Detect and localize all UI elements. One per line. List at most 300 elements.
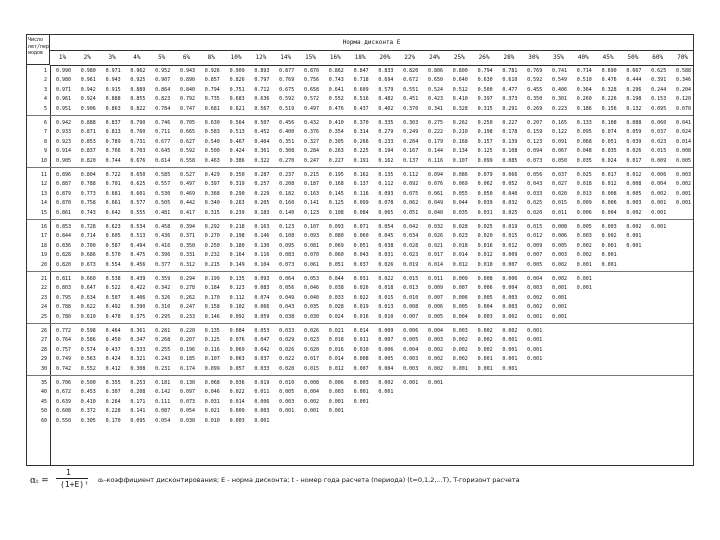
discount-factor-cell: 0.232	[204, 252, 220, 259]
discount-factor-cell: 0.239	[229, 209, 245, 216]
discount-factor-cell: 0.554	[105, 261, 121, 268]
rate-header: 6%	[182, 54, 191, 61]
discount-factor-cell: 0.001	[502, 365, 518, 372]
discount-factor-cell: 0.034	[403, 233, 419, 240]
discount-factor-cell: 0.847	[353, 68, 369, 74]
discount-factor-cell: 0.250	[204, 242, 220, 249]
discount-factor-cell: 0.305	[80, 417, 96, 424]
discount-factor-cell: 0.017	[601, 172, 617, 178]
period-number: 10	[40, 157, 47, 164]
discount-factor-cell: 0.011	[254, 389, 270, 396]
rate-header: 22%	[404, 54, 416, 61]
discount-factor-cell: 0.007	[353, 365, 369, 372]
discount-factor-cell: 0.650	[427, 77, 444, 84]
discount-factor-cell: 0.437	[353, 105, 369, 112]
discount-factor-cell: 0.676	[130, 157, 146, 164]
discount-factor-cell: 0.013	[576, 190, 592, 197]
discount-factor-cell: 0.123	[527, 138, 543, 145]
discount-factor-cell: 0.141	[130, 408, 146, 415]
discount-factor-cell: 0.788	[55, 304, 72, 311]
discount-factor-cell: 0.125	[328, 200, 344, 207]
discount-factor-cell: 0.001	[651, 209, 667, 216]
period-number: 27	[40, 337, 47, 344]
discount-factor-cell: 0.001	[279, 408, 295, 415]
period-number: 29	[40, 356, 47, 363]
discount-factor-cell: 0.477	[502, 86, 518, 93]
discount-factor-cell: 0.104	[254, 261, 270, 268]
discount-factor-cell: 0.001	[551, 313, 568, 320]
discount-factor-cell: 0.001	[502, 337, 518, 344]
discount-factor-cell: 0.001	[527, 337, 543, 344]
discount-factor-cell: 0.060	[651, 120, 667, 126]
table-row	[27, 336, 693, 344]
discount-factor-cell: 0.065	[378, 209, 394, 216]
discount-factor-cell: 0.592	[179, 148, 196, 155]
discount-factor-cell: 0.006	[576, 209, 592, 216]
discount-factor-cell: 0.001	[427, 380, 444, 386]
table-row	[27, 261, 693, 269]
discount-factor-cell: 0.015	[303, 365, 320, 372]
discount-factor-cell: 0.007	[378, 337, 394, 344]
discount-factor-cell: 0.035	[576, 157, 592, 164]
discount-factor-cell: 0.364	[576, 86, 592, 93]
table-row	[27, 128, 693, 136]
table-row	[27, 199, 693, 207]
discount-factor-cell: 0.165	[551, 120, 568, 126]
discount-factor-cell: 0.026	[378, 261, 394, 268]
discount-factor-cell: 0.059	[626, 129, 642, 136]
discount-factor-cell: 0.270	[279, 157, 295, 164]
discount-factor-cell: 0.149	[229, 261, 245, 268]
discount-factor-cell: 0.025	[477, 224, 493, 230]
discount-factor-cell: 0.076	[229, 337, 245, 344]
table-row	[27, 251, 693, 259]
discount-factor-cell: 0.797	[254, 77, 270, 84]
discount-factor-cell: 0.013	[403, 285, 419, 292]
discount-factor-cell: 0.855	[130, 96, 146, 103]
group-divider	[27, 323, 693, 324]
discount-factor-cell: 0.513	[229, 129, 245, 136]
discount-factor-cell: 0.170	[204, 294, 220, 301]
discount-factor-cell: 0.321	[130, 356, 146, 363]
discount-factor-cell: 0.494	[130, 242, 146, 249]
discount-factor-cell: 0.057	[229, 365, 245, 372]
discount-factor-cell: 0.215	[303, 172, 320, 178]
discount-factor-cell: 0.826	[229, 77, 245, 84]
table-row	[27, 294, 693, 302]
table-row	[27, 86, 693, 94]
discount-factor-cell: 0.002	[527, 294, 543, 301]
discount-factor-cell: 0.159	[527, 129, 543, 136]
discount-factor-cell: 0.074	[601, 129, 617, 136]
discount-factor-cell: 0.861	[55, 209, 72, 216]
discount-factor-cell: 0.263	[229, 200, 245, 207]
discount-factor-cell: 0.296	[626, 86, 642, 93]
discount-factor-cell: 0.864	[155, 86, 171, 93]
discount-factor-cell: 0.033	[328, 294, 344, 301]
discount-factor-cell: 0.513	[130, 233, 146, 240]
discount-factor-cell: 0.397	[204, 181, 220, 188]
table-row	[27, 417, 693, 425]
discount-factor-cell: 0.371	[179, 233, 196, 240]
discount-factor-cell: 0.043	[527, 181, 543, 188]
discount-factor-cell: 0.026	[427, 233, 444, 240]
table-row	[27, 365, 693, 373]
period-number: 26	[40, 328, 47, 334]
discount-factor-cell: 0.094	[427, 172, 444, 178]
discount-factor-cell: 0.722	[105, 172, 121, 178]
table-row	[27, 76, 693, 84]
discount-factor-cell: 0.111	[155, 398, 171, 405]
discount-factor-cell: 0.003	[452, 328, 468, 334]
discount-factor-cell: 0.008	[303, 380, 320, 386]
discount-factor-cell: 0.558	[179, 157, 196, 164]
discount-factor-cell: 0.035	[303, 304, 320, 311]
discount-factor-cell: 0.551	[403, 86, 419, 93]
discount-factor-cell: 0.210	[452, 129, 468, 136]
discount-factor-cell: 0.705	[179, 120, 196, 126]
discount-factor-cell: 0.006	[502, 276, 518, 282]
discount-factor-cell: 0.007	[527, 252, 543, 259]
discount-factor-cell: 0.081	[303, 242, 320, 249]
rate-header: 45%	[602, 54, 614, 61]
discount-factor-cell: 0.007	[403, 313, 419, 320]
discount-factor-cell: 0.510	[576, 77, 592, 84]
rate-header: 30%	[528, 54, 540, 61]
discount-factor-cell: 0.003	[254, 408, 270, 415]
discount-factor-cell: 0.093	[303, 233, 320, 240]
discount-factor-cell: 0.205	[254, 200, 270, 207]
discount-factor-cell: 0.372	[80, 408, 96, 415]
period-number: 19	[40, 252, 47, 259]
discount-factor-cell: 0.009	[229, 408, 245, 415]
discount-factor-cell: 0.088	[626, 120, 642, 126]
discount-factor-cell: 0.024	[601, 157, 617, 164]
discount-factor-cell: 0.122	[551, 129, 568, 136]
period-number: 2	[43, 77, 47, 84]
discount-factor-cell: 0.647	[80, 285, 96, 292]
rate-header: 10%	[230, 54, 242, 61]
discount-factor-cell: 0.040	[303, 294, 320, 301]
discount-factor-cell: 0.066	[254, 304, 270, 311]
discount-factor-cell: 0.444	[626, 77, 642, 84]
discount-factor-cell: 0.066	[502, 172, 518, 178]
discount-factor-cell: 0.073	[279, 261, 295, 268]
discount-factor-cell: 0.530	[155, 190, 171, 197]
discount-factor-cell: 0.672	[55, 389, 72, 396]
discount-factor-cell: 0.588	[675, 68, 692, 74]
discount-factor-cell: 0.140	[279, 209, 295, 216]
discount-factor-cell: 0.264	[105, 398, 121, 405]
discount-factor-cell: 0.045	[378, 233, 394, 240]
discount-factor-cell: 0.043	[279, 304, 295, 311]
discount-factor-cell: 0.942	[55, 120, 72, 126]
discount-factor-cell: 0.014	[427, 261, 444, 268]
rate-header: 60%	[652, 54, 664, 61]
period-number: 25	[40, 313, 47, 320]
discount-factor-cell: 0.862	[328, 68, 344, 74]
discount-factor-cell: 0.112	[378, 181, 394, 188]
discount-factor-cell: 0.139	[502, 138, 518, 145]
discount-factor-cell: 0.023	[303, 337, 320, 344]
discount-factor-cell: 0.794	[477, 68, 493, 74]
discount-factor-cell: 0.743	[80, 209, 96, 216]
discount-factor-cell: 0.823	[155, 96, 171, 103]
period-number: 3	[43, 86, 47, 93]
discount-factor-cell: 0.008	[601, 190, 617, 197]
discount-factor-cell: 0.003	[477, 313, 493, 320]
rate-header: 20%	[379, 54, 391, 61]
discount-factor-cell: 0.915	[105, 86, 121, 93]
discount-factor-cell: 0.095	[279, 242, 295, 249]
discount-factor-cell: 0.012	[626, 172, 642, 178]
discount-factor-cell: 0.010	[477, 261, 493, 268]
discount-factor-cell: 0.268	[155, 337, 171, 344]
discount-factor-cell: 0.315	[477, 105, 493, 112]
discount-factor-cell: 0.857	[204, 77, 220, 84]
discount-factor-cell: 0.002	[427, 346, 444, 353]
discount-factor-cell: 0.287	[254, 172, 270, 178]
discount-factor-cell: 0.006	[328, 380, 344, 386]
discount-factor-cell: 0.354	[328, 129, 344, 136]
discount-factor-cell: 0.681	[204, 105, 220, 112]
discount-factor-cell: 0.870	[303, 68, 320, 74]
period-number: 15	[40, 209, 47, 216]
period-number: 22	[40, 285, 47, 292]
discount-factor-cell: 0.464	[105, 328, 121, 334]
discount-factor-cell: 0.507	[105, 294, 121, 301]
discount-factor-cell: 0.871	[80, 129, 96, 136]
discount-factor-cell: 0.625	[130, 181, 146, 188]
discount-factor-cell: 0.014	[353, 328, 369, 334]
rate-header: 24%	[429, 54, 440, 61]
discount-factor-cell: 0.009	[452, 276, 468, 282]
discount-factor-cell: 0.153	[651, 96, 667, 103]
discount-factor-cell: 0.001	[601, 261, 617, 268]
discount-factor-cell: 0.095	[576, 129, 592, 136]
discount-factor-cell: 0.144	[427, 148, 444, 155]
discount-factor-cell: 0.031	[353, 276, 369, 282]
discount-factor-cell: 0.130	[179, 380, 196, 386]
discount-factor-cell: 0.032	[502, 200, 518, 207]
discount-factor-cell: 0.006	[378, 346, 394, 353]
discount-factor-cell: 0.086	[452, 172, 468, 178]
discount-factor-cell: 0.552	[328, 96, 344, 103]
discount-factor-cell: 0.162	[353, 172, 369, 178]
discount-factor-cell: 0.888	[105, 96, 121, 103]
rate-header: 8%	[207, 54, 215, 61]
discount-factor-cell: 0.714	[576, 68, 592, 74]
discount-factor-cell: 0.039	[626, 138, 642, 145]
discount-factor-cell: 0.402	[378, 105, 394, 112]
discount-factor-cell: 0.642	[105, 209, 121, 216]
discount-factor-cell: 0.962	[130, 68, 146, 74]
discount-factor-cell: 0.056	[279, 285, 295, 292]
discount-factor-cell: 0.701	[105, 181, 121, 188]
discount-factor-cell: 0.260	[576, 96, 592, 103]
discount-factor-cell: 0.011	[427, 276, 444, 282]
discount-factor-cell: 0.731	[130, 138, 146, 145]
discount-factor-cell: 0.350	[527, 96, 543, 103]
discount-factor-cell: 0.025	[527, 200, 543, 207]
discount-factor-cell: 0.028	[328, 304, 344, 311]
discount-factor-cell: 0.001	[403, 380, 419, 386]
discount-factor-cell: 0.163	[254, 224, 270, 230]
period-number: 30	[40, 365, 47, 372]
discount-factor-cell: 0.905	[55, 157, 72, 164]
group-divider	[27, 375, 693, 376]
discount-factor-cell: 0.863	[105, 105, 121, 112]
discount-factor-cell: 0.008	[403, 304, 419, 311]
discount-factor-cell: 0.146	[254, 233, 270, 240]
discount-factor-cell: 0.342	[155, 285, 171, 292]
discount-factor-cell: 0.037	[651, 129, 667, 136]
discount-factor-cell: 0.006	[254, 398, 270, 405]
discount-factor-cell: 0.243	[155, 356, 171, 363]
discount-factor-cell: 0.046	[303, 285, 320, 292]
discount-factor-cell: 0.013	[378, 304, 394, 311]
discount-factor-cell: 0.677	[155, 138, 171, 145]
discount-factor-cell: 0.130	[254, 242, 270, 249]
discount-factor-cell: 0.046	[204, 389, 220, 396]
discount-factor-cell: 0.022	[353, 294, 369, 301]
table-row	[27, 232, 693, 240]
period-number: 13	[40, 190, 47, 197]
discount-factor-cell: 0.039	[477, 200, 493, 207]
discount-factor-cell: 0.022	[279, 356, 295, 363]
discount-factor-cell: 0.001	[477, 356, 493, 363]
discount-factor-cell: 0.017	[303, 356, 320, 363]
discount-factor-cell: 0.538	[105, 276, 121, 282]
discount-factor-cell: 0.135	[229, 276, 245, 282]
discount-factor-cell: 0.020	[527, 209, 543, 216]
discount-factor-cell: 0.622	[80, 304, 96, 311]
discount-factor-cell: 0.416	[155, 242, 171, 249]
discount-factor-cell: 0.001	[502, 346, 518, 353]
discount-factor-cell: 0.557	[155, 181, 171, 188]
discount-factor-cell: 0.404	[254, 138, 270, 145]
discount-factor-cell: 0.160	[279, 200, 295, 207]
discount-factor-cell: 0.020	[303, 346, 320, 353]
discount-factor-cell: 0.361	[130, 328, 146, 334]
discount-factor-cell: 0.990	[55, 68, 72, 74]
discount-factor-cell: 0.639	[55, 398, 72, 405]
discount-factor-cell: 0.681	[105, 190, 121, 197]
discount-factor-cell: 0.060	[353, 233, 369, 240]
discount-factor-cell: 0.011	[551, 209, 568, 216]
discount-factor-cell: 0.583	[204, 129, 220, 136]
discount-factor-cell: 0.056	[527, 172, 543, 178]
discount-factor-cell: 0.068	[204, 380, 220, 386]
discount-factor-cell: 0.735	[204, 96, 220, 103]
discount-factor-cell: 0.675	[279, 86, 295, 93]
discount-factor-cell: 0.094	[527, 148, 543, 155]
table-row	[27, 275, 693, 283]
discount-factor-cell: 0.758	[80, 200, 96, 207]
discount-factor-cell: 0.943	[105, 77, 121, 84]
table-row	[27, 223, 693, 231]
table-row	[27, 379, 693, 387]
period-number: 9	[43, 148, 47, 155]
discount-factor-cell: 0.002	[427, 365, 444, 372]
discount-factor-cell: 0.035	[601, 148, 617, 155]
discount-factor-cell: 0.001	[551, 304, 568, 311]
discount-factor-cell: 0.001	[527, 328, 543, 334]
discount-factor-cell: 0.002	[477, 346, 493, 353]
discount-factor-cell: 0.042	[254, 346, 270, 353]
discount-factor-cell: 0.011	[353, 337, 369, 344]
discount-factor-cell: 0.099	[353, 200, 369, 207]
discount-factor-cell: 0.552	[80, 365, 96, 372]
discount-factor-cell: 0.009	[427, 285, 444, 292]
discount-factor-cell: 0.005	[477, 294, 493, 301]
discount-factor-cell: 0.263	[328, 148, 344, 155]
rate-header: 1%	[58, 54, 67, 61]
discount-factor-cell: 0.010	[204, 417, 220, 424]
discount-factor-cell: 0.266	[353, 138, 369, 145]
discount-factor-cell: 0.630	[477, 77, 493, 84]
discount-factor-cell: 0.003	[403, 356, 419, 363]
period-number: 28	[40, 346, 47, 353]
discount-factor-cell: 0.014	[328, 356, 344, 363]
discount-factor-cell: 0.605	[105, 233, 121, 240]
discount-factor-cell: 0.125	[477, 148, 493, 155]
discount-factor-cell: 0.055	[452, 190, 468, 197]
discount-factor-cell: 0.909	[229, 68, 245, 74]
period-number: 17	[40, 233, 47, 240]
discount-factor-cell: 0.003	[403, 365, 419, 372]
discount-factor-cell: 0.048	[576, 148, 592, 155]
discount-factor-cell: 0.442	[179, 200, 196, 207]
group-divider	[27, 271, 693, 272]
discount-factor-cell: 0.002	[675, 181, 692, 188]
discount-factor-cell: 0.630	[204, 120, 220, 126]
discount-factor-cell: 0.156	[601, 105, 617, 112]
period-number: 7	[43, 129, 47, 136]
discount-factor-cell: 0.961	[55, 96, 72, 103]
discount-factor-cell: 0.001	[601, 242, 617, 249]
discount-factor-cell: 0.004	[403, 346, 419, 353]
discount-factor-cell: 0.406	[551, 86, 568, 93]
discount-factor-cell: 0.108	[328, 209, 344, 216]
discount-factor-cell: 0.728	[80, 224, 96, 230]
discount-factor-cell: 0.683	[229, 96, 245, 103]
discount-factor-cell: 0.481	[155, 209, 171, 216]
discount-factor-cell: 0.004	[527, 276, 543, 282]
discount-factor-cell: 0.022	[378, 276, 394, 282]
discount-factor-cell: 0.375	[130, 313, 146, 320]
discount-factor-cell: 0.001	[651, 200, 667, 207]
discount-factor-cell: 0.024	[675, 129, 692, 136]
discount-factor-cell: 0.093	[378, 190, 394, 197]
discount-factor-cell: 0.030	[303, 313, 320, 320]
discount-factor-cell: 0.068	[576, 138, 592, 145]
discount-factor-cell: 0.549	[551, 77, 568, 84]
discount-factor-cell: 0.084	[353, 209, 369, 216]
rate-header: 3%	[108, 54, 116, 61]
discount-factor-cell: 0.020	[477, 233, 493, 240]
discount-factor-cell: 0.018	[452, 242, 468, 249]
discount-factor-cell: 0.002	[502, 328, 518, 334]
discount-factor-cell: 0.008	[353, 356, 369, 363]
discount-factor-cell: 0.087	[155, 408, 171, 415]
discount-factor-cell: 0.033	[527, 190, 543, 197]
discount-factor-cell: 0.788	[80, 181, 96, 188]
discount-factor-cell: 0.800	[452, 68, 468, 74]
discount-factor-cell: 0.665	[179, 129, 196, 136]
discount-factor-cell: 0.038	[378, 242, 394, 249]
discount-factor-cell: 0.194	[378, 148, 394, 155]
